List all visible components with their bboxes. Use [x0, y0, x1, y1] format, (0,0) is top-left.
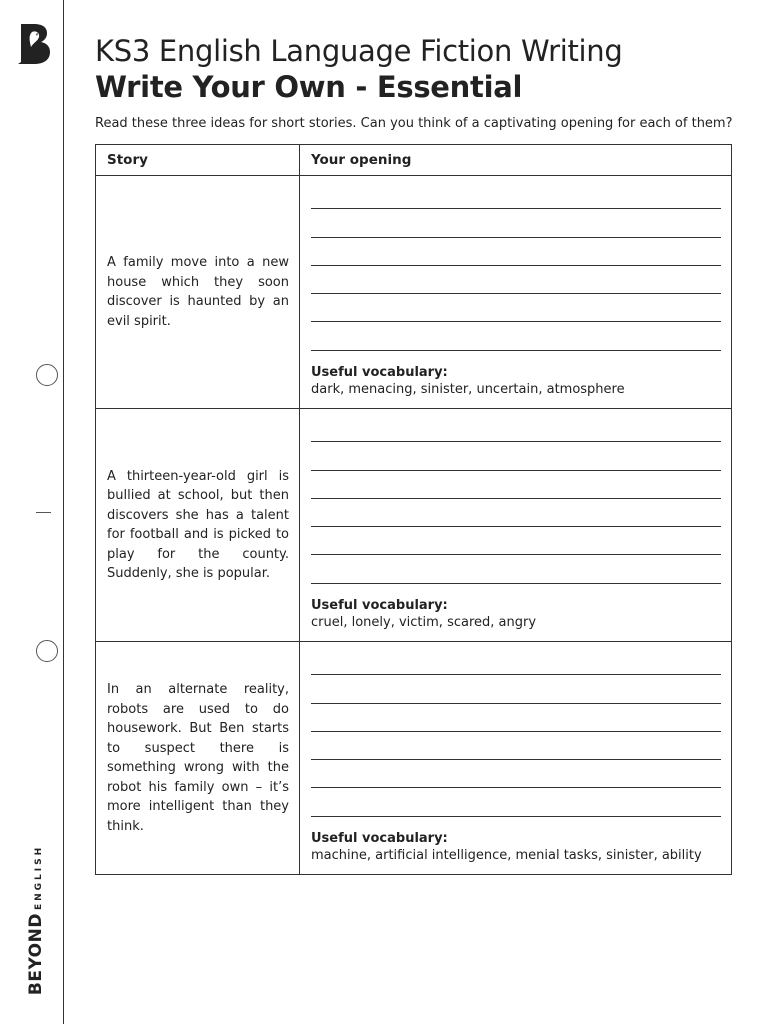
vocab-list: cruel, lonely, victim, scared, angry: [311, 614, 537, 630]
writing-line: [311, 527, 721, 555]
brand-sub: ENGLISH: [34, 844, 44, 911]
table-row: [96, 642, 732, 875]
column-header-opening: Your opening: [300, 145, 732, 176]
punch-hole-top: [36, 364, 58, 386]
story-text: A family move into a new house which they soon discover is haunted by an evil spirit.: [107, 255, 289, 329]
writing-lines[interactable]: [311, 409, 721, 584]
brand-wordmark: [26, 845, 46, 995]
vocab-list: machine, artificial intelligence, menial tasks, sinister, ability: [311, 847, 702, 863]
vocab-label: Useful vocabulary:: [311, 364, 448, 380]
vocab-label: Useful vocabulary:: [311, 830, 448, 846]
writing-lines[interactable]: [311, 642, 721, 817]
writing-line: [311, 266, 721, 294]
writing-line: [311, 294, 721, 322]
instructions: Read these three ideas for short stories. Can you think of a captivating opening for each of them?: [95, 116, 733, 131]
writing-line: [311, 238, 721, 266]
page-title: KS3 English Language Fiction Writing: [95, 34, 623, 68]
writing-line: [311, 760, 721, 788]
writing-line: [311, 555, 721, 583]
table-header-row: [96, 145, 732, 176]
writing-line: [311, 322, 721, 350]
writing-line: [311, 647, 721, 675]
writing-line: [311, 471, 721, 499]
story-text: A thirteen-year-old girl is bullied at school, but then discovers she has a talent for football and is picked to play for the county. Suddenly, she is popular.: [107, 468, 289, 581]
brand-word: BEYOND: [26, 913, 46, 996]
story-cell: [96, 642, 300, 875]
writing-lines[interactable]: [311, 176, 721, 351]
writing-line: [311, 181, 721, 209]
vocab-list: dark, menacing, sinister, uncertain, atmosphere: [311, 381, 625, 397]
writing-line: [311, 499, 721, 527]
story-cell: [96, 176, 300, 409]
opening-cell: [300, 409, 732, 642]
punch-hole-bottom: [36, 640, 58, 662]
writing-line: [311, 788, 721, 816]
table-row: [96, 409, 732, 642]
beyond-logo-icon: [14, 22, 52, 66]
writing-line: [311, 209, 721, 237]
column-header-story: Story: [96, 145, 300, 176]
story-text: In an alternate reality, robots are used to do housework. But Ben starts to suspect there is something wrong with the robot his family own – it’s more intelligent than they think.: [107, 682, 289, 834]
page-subtitle: Write Your Own - Essential: [95, 70, 523, 104]
opening-cell: [300, 176, 732, 409]
story-cell: [96, 409, 300, 642]
writing-line: [311, 675, 721, 703]
writing-line: [311, 704, 721, 732]
writing-line: [311, 732, 721, 760]
sidebar: [0, 0, 64, 1024]
worksheet-table: [95, 144, 732, 875]
table-row: [96, 176, 732, 409]
writing-line: [311, 442, 721, 470]
writing-line: [311, 414, 721, 442]
center-mark: [36, 512, 51, 513]
vocab-label: Useful vocabulary:: [311, 597, 448, 613]
opening-cell: [300, 642, 732, 875]
